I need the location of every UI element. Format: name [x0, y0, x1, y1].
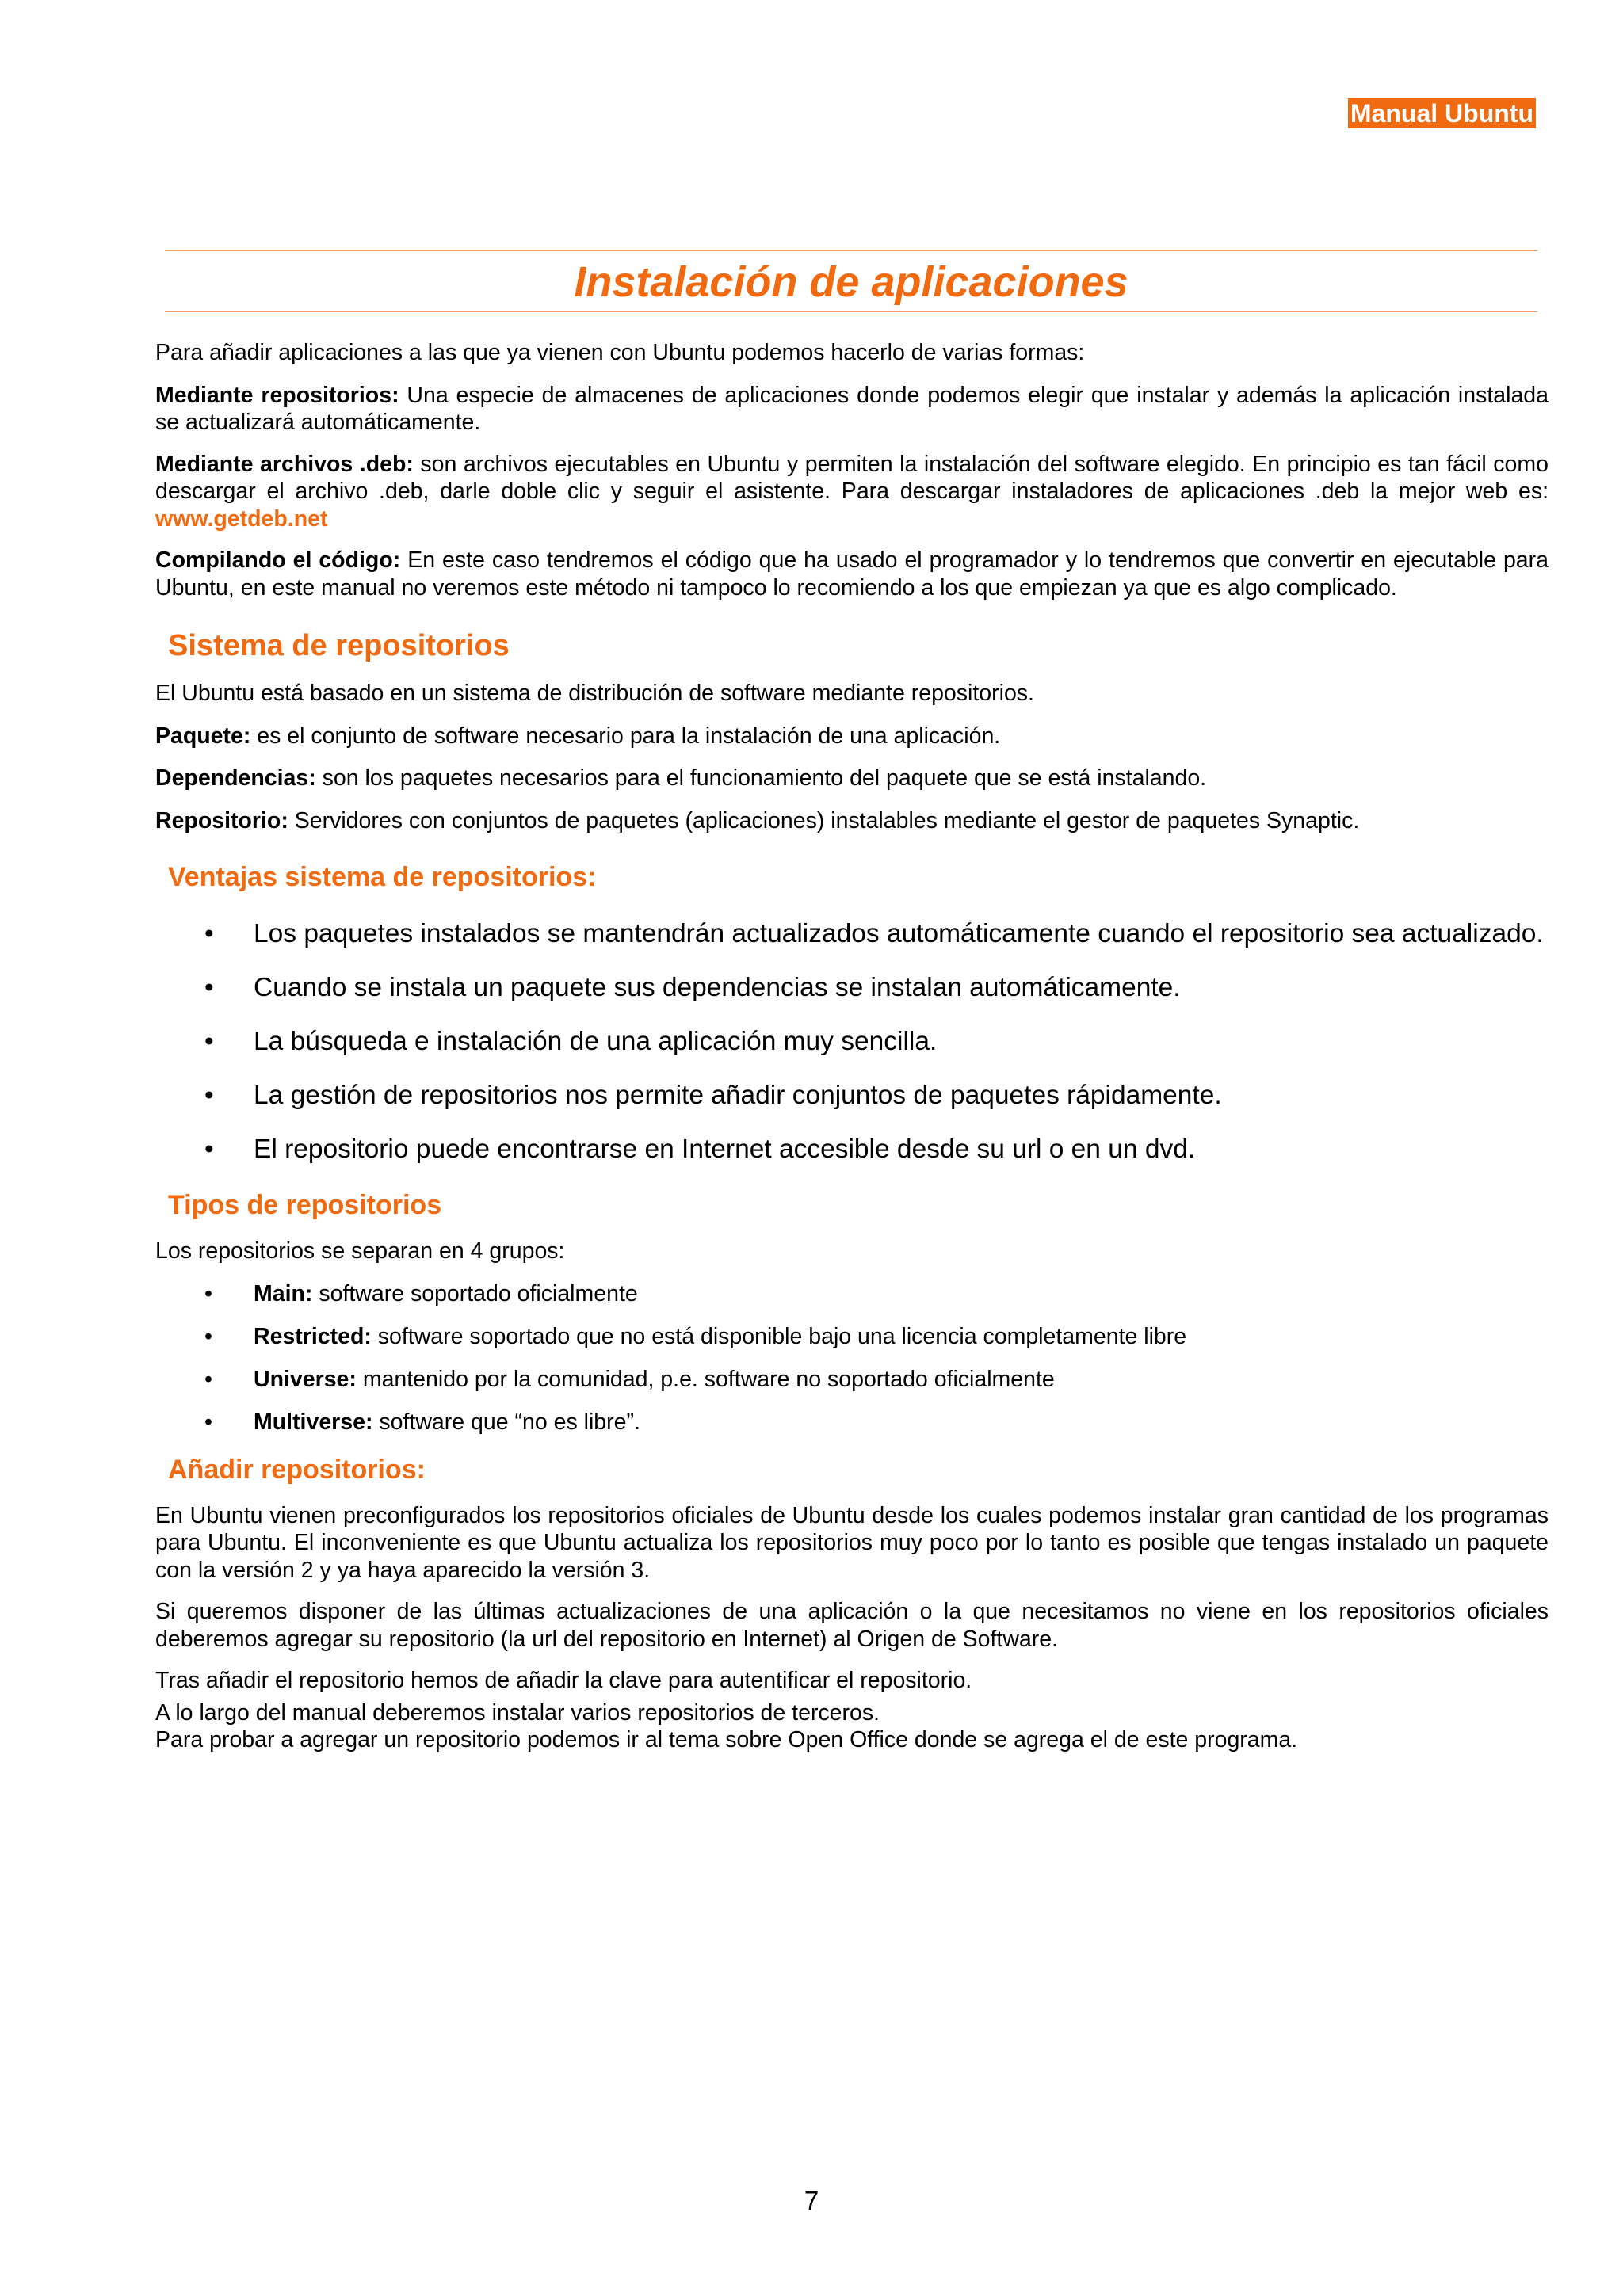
- advantage-text: El repositorio puede encontrarse en Internet accesible desde su url o en un dvd.: [254, 1135, 1196, 1164]
- method-term: Compilando el código:: [155, 547, 401, 573]
- bullet-icon: •: [204, 1027, 214, 1056]
- bullet-icon: •: [204, 1409, 212, 1435]
- list-item: [155, 1323, 1549, 1350]
- add-paragraph-3: Tras añadir el repositorio hemos de añadir la clave para autentificar el repositorio.: [155, 1668, 972, 1693]
- advantage-text: La búsqueda e instalación de una aplicación muy sencilla.: [254, 1027, 938, 1056]
- method-compilando: [155, 547, 1549, 601]
- bullet-icon: •: [204, 1323, 212, 1349]
- type-term: Universe:: [254, 1366, 357, 1392]
- def-paquete: [155, 723, 1549, 750]
- list-item: [155, 1135, 1549, 1165]
- title-block: [165, 250, 1537, 312]
- heading-ventajas: Ventajas sistema de repositorios:: [168, 862, 597, 892]
- bullet-icon: •: [204, 919, 214, 948]
- method-text: En este caso tendremos el código que ha usado el programador y lo tendremos que convertir en ejecutable para Ubuntu, en este manual no veremos este método ni tampoco lo recomiendo a los que empiezan ya que es algo complicado.: [155, 547, 1549, 601]
- method-repositorios: [155, 382, 1549, 437]
- method-deb: [155, 451, 1549, 533]
- bullet-icon: •: [204, 1366, 212, 1392]
- page-number: 7: [804, 2186, 819, 2215]
- def-text: son los paquetes necesarios para el funcionamiento del paquete que se está instalando.: [315, 765, 1207, 791]
- type-text: software soportado que no está disponible bajo una licencia completamente libre: [371, 1323, 1187, 1349]
- bullet-icon: •: [204, 1280, 212, 1306]
- type-term: Restricted:: [254, 1323, 372, 1349]
- def-text: Servidores con conjuntos de paquetes (aplicaciones) instalables mediante el gestor de paquetes Synaptic.: [288, 807, 1360, 833]
- method-text: Una especie de almacenes de aplicaciones donde podemos elegir que instalar y además la aplicación instalada se actualizará automáticamente.: [155, 382, 1549, 435]
- getdeb-link[interactable]: www.getdeb.net: [155, 505, 328, 532]
- type-term: Main:: [254, 1280, 313, 1306]
- header-tag: Manual Ubuntu: [1348, 98, 1536, 128]
- list-item: [155, 1409, 1549, 1436]
- type-text: software soportado oficialmente: [312, 1280, 638, 1306]
- list-item: [155, 1280, 1549, 1307]
- def-term: Dependencias:: [155, 765, 316, 791]
- advantage-text: Los paquetes instalados se mantendrán actualizados automáticamente cuando el repositorio sea actualizado.: [254, 919, 1544, 948]
- list-item: [155, 1027, 1549, 1057]
- intro-paragraph: Para añadir aplicaciones a las que ya vienen con Ubuntu podemos hacerlo de varias formas:: [155, 340, 1085, 365]
- page-content: [155, 250, 1549, 1754]
- bullet-icon: •: [204, 1135, 214, 1164]
- method-term: Mediante repositorios:: [155, 382, 399, 408]
- advantage-text: Cuando se instala un paquete sus dependencias se instalan automáticamente.: [254, 973, 1181, 1002]
- heading-tipos: Tipos de repositorios: [168, 1190, 442, 1220]
- types-list: [155, 1280, 1549, 1436]
- add-paragraph-2: Si queremos disponer de las últimas actualizaciones de una aplicación o la que necesitamos no viene en los repositorios oficiales deberemos agregar su repositorio (la url del repositorio en Internet) al Origen de Software.: [155, 1599, 1549, 1652]
- def-term: Paquete:: [155, 723, 251, 749]
- type-term: Multiverse:: [254, 1409, 373, 1435]
- repo-intro: El Ubuntu está basado en un sistema de distribución de software mediante repositorios.: [155, 681, 1034, 706]
- page-title: Instalación de aplicaciones: [574, 258, 1128, 306]
- method-term: Mediante archivos .deb:: [155, 451, 414, 477]
- list-item: [155, 1366, 1549, 1393]
- def-repositorio: [155, 807, 1549, 835]
- types-intro: Los repositorios se separan en 4 grupos:: [155, 1238, 565, 1264]
- def-dependencias: [155, 765, 1549, 792]
- advantages-list: [155, 919, 1549, 1165]
- heading-sistema-repositorios: Sistema de repositorios: [168, 629, 510, 662]
- bullet-icon: •: [204, 1081, 214, 1110]
- add-paragraph-4: A lo largo del manual deberemos instalar varios repositorios de terceros.: [155, 1699, 880, 1726]
- list-item: [155, 1081, 1549, 1111]
- method-text: son archivos ejecutables en Ubuntu y permiten la instalación del software elegido. En principio es tan fácil como descargar el archivo .deb, darle doble clic y seguir el asistente. Para descargar instaladores de aplicaciones .deb la mejor web es:: [155, 451, 1549, 504]
- def-term: Repositorio:: [155, 807, 288, 833]
- list-item: [155, 973, 1549, 1003]
- def-text: es el conjunto de software necesario para la instalación de una aplicación.: [250, 723, 1001, 749]
- heading-anadir: Añadir repositorios:: [168, 1454, 426, 1485]
- type-text: software que “no es libre”.: [372, 1409, 640, 1435]
- advantage-text: La gestión de repositorios nos permite añadir conjuntos de paquetes rápidamente.: [254, 1081, 1222, 1110]
- type-text: mantenido por la comunidad, p.e. software no soportado oficialmente: [356, 1366, 1055, 1392]
- list-item: [155, 919, 1549, 949]
- add-paragraph-1: En Ubuntu vienen preconfigurados los repositorios oficiales de Ubuntu desde los cuales podemos instalar gran cantidad de los programas para Ubuntu. El inconveniente es que Ubuntu actualiza los repositorios muy poco por lo tanto es posible que tengas instalado un paquete con la versión 2 y ya haya aparecido la versión 3.: [155, 1502, 1549, 1583]
- add-paragraph-5: Para probar a agregar un repositorio podemos ir al tema sobre Open Office donde se agrega el de este programa.: [155, 1727, 1298, 1753]
- bullet-icon: •: [204, 973, 214, 1002]
